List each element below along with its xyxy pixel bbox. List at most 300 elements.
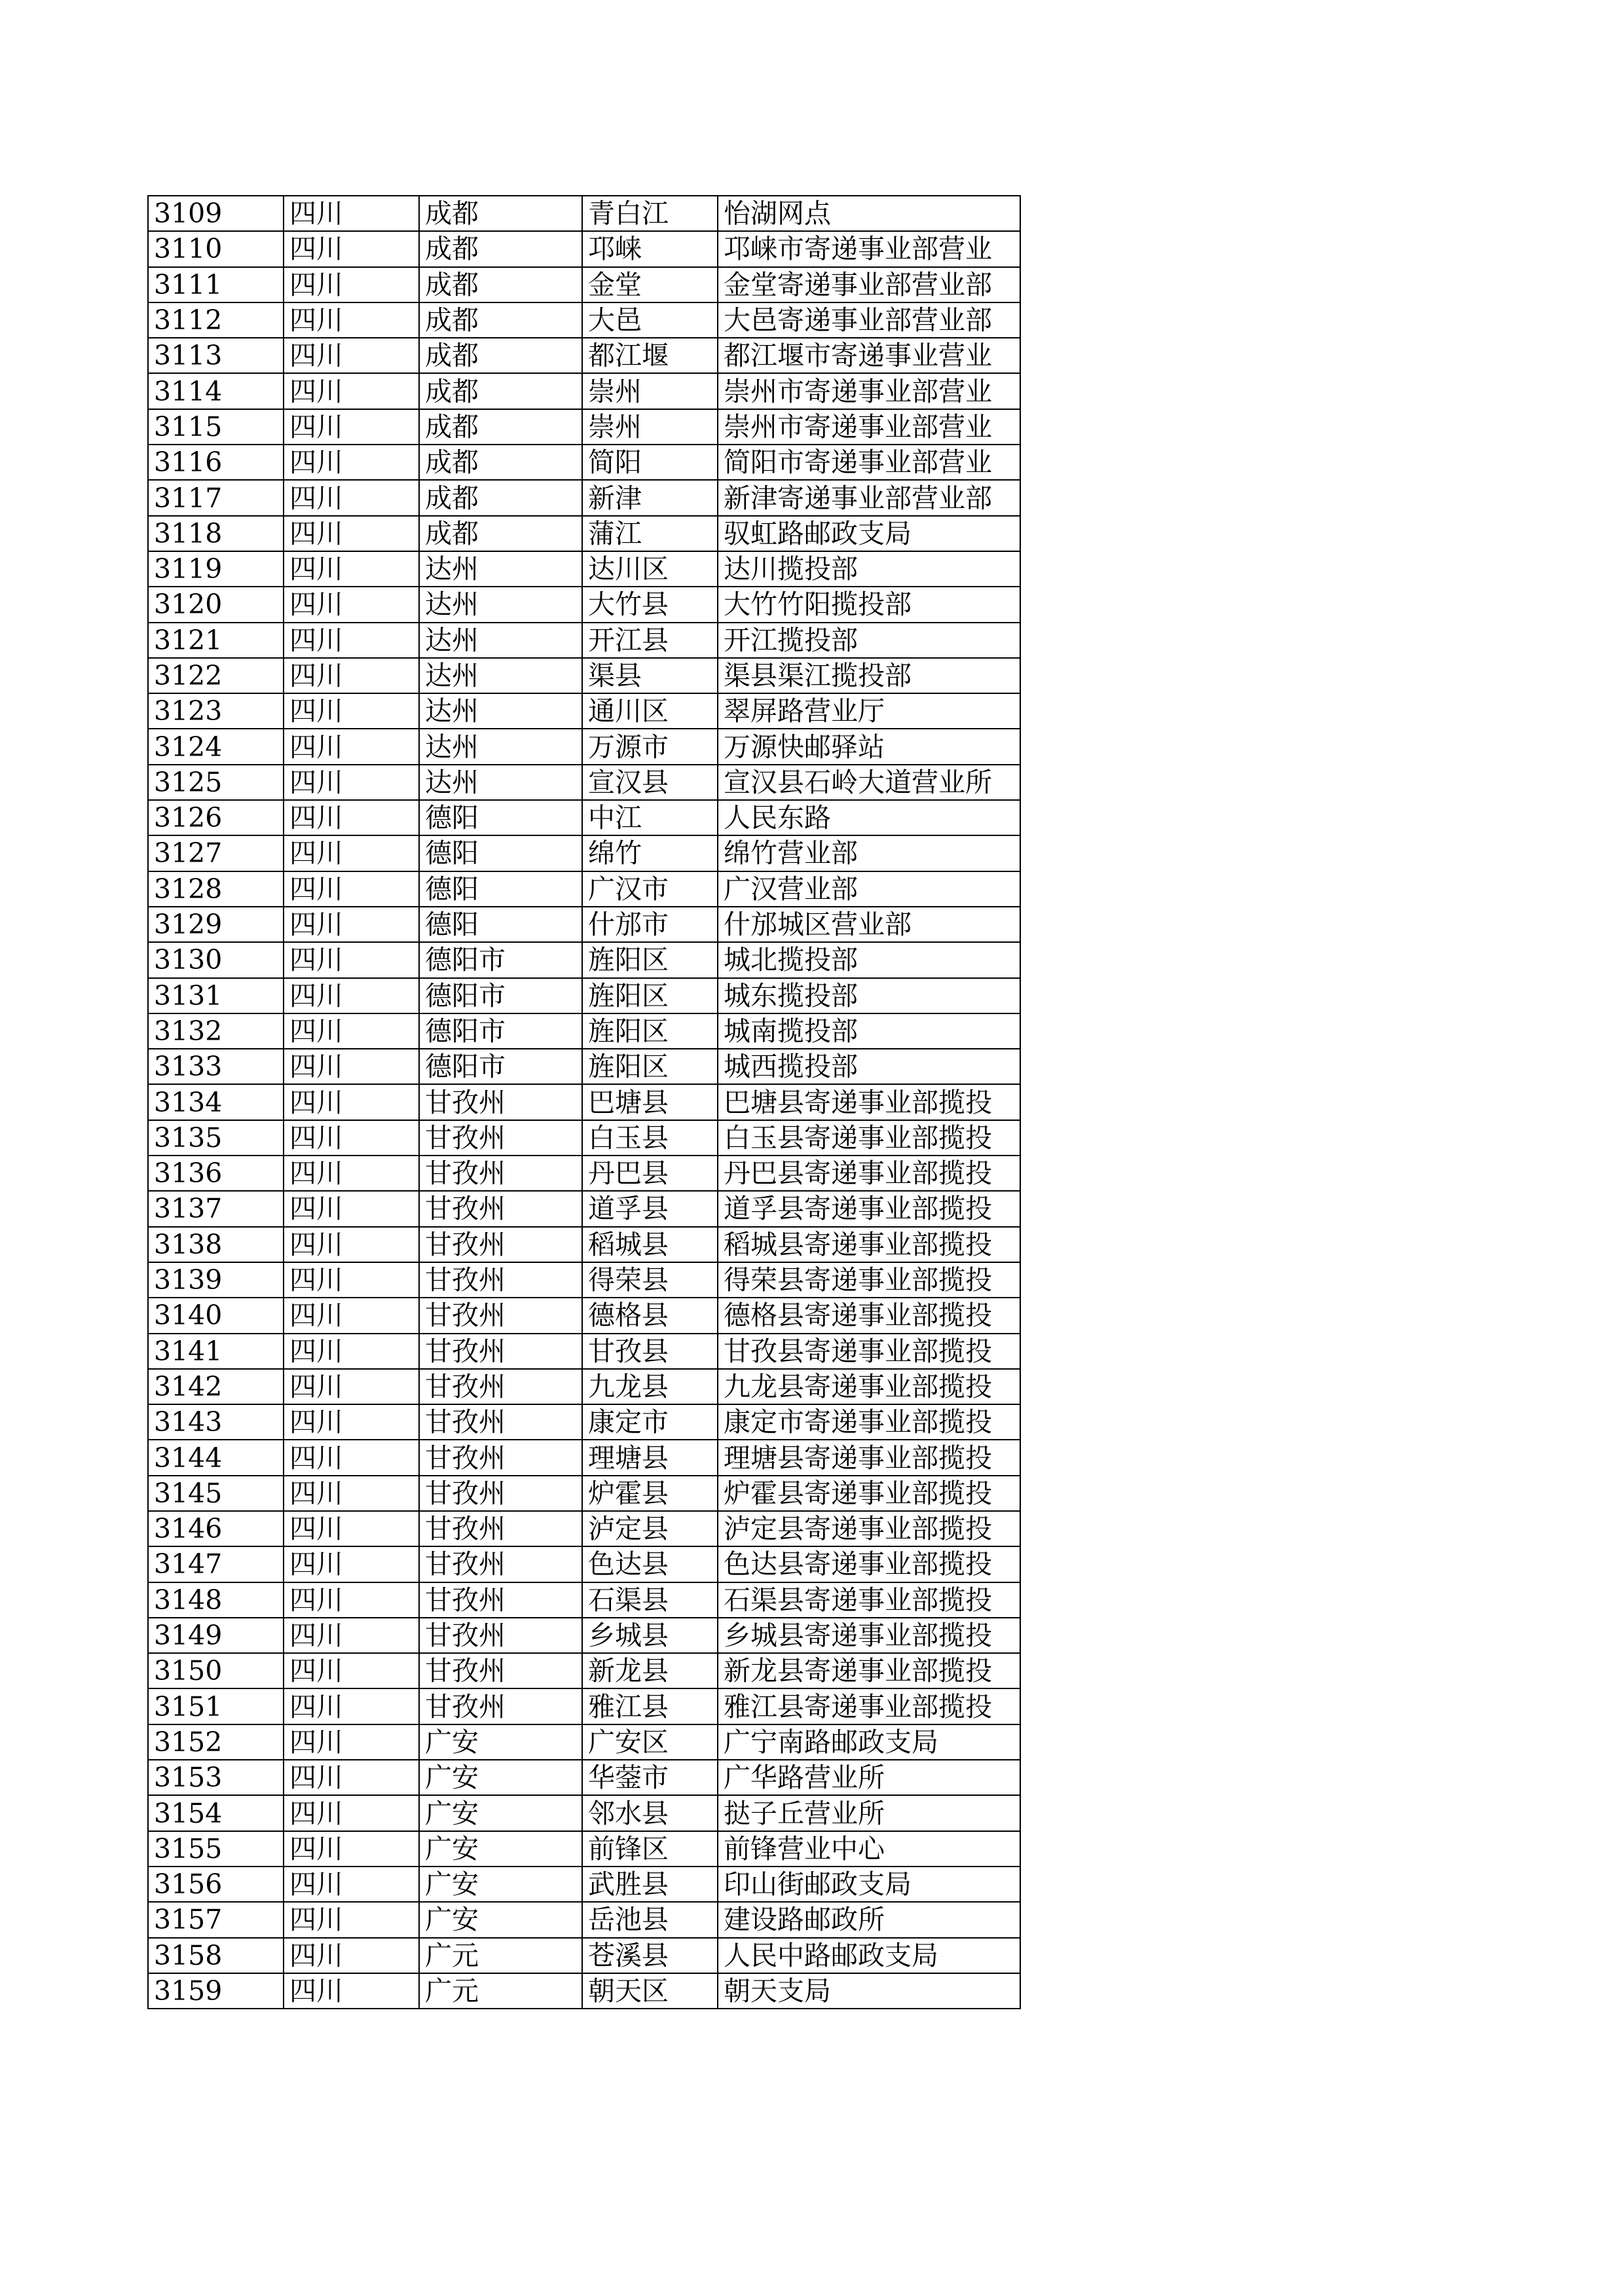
- branch-name-cell: 城西揽投部: [718, 1049, 1020, 1084]
- branch-name-cell: 石渠县寄递事业部揽投: [718, 1582, 1020, 1618]
- province-cell: 四川: [284, 338, 419, 373]
- city-cell: 广安: [419, 1867, 582, 1902]
- row-number-cell: 3115: [148, 409, 284, 445]
- province-cell: 四川: [284, 1404, 419, 1440]
- province-cell: 四川: [284, 373, 419, 409]
- row-number-cell: 3116: [148, 445, 284, 480]
- province-cell: 四川: [284, 1013, 419, 1049]
- city-cell: 甘孜州: [419, 1227, 582, 1262]
- province-cell: 四川: [284, 1049, 419, 1084]
- province-cell: 四川: [284, 480, 419, 515]
- row-number-cell: 3137: [148, 1191, 284, 1226]
- county-cell: 华蓥市: [582, 1760, 718, 1795]
- county-cell: 都江堰: [582, 338, 718, 373]
- branch-name-cell: 宣汉县石岭大道营业所: [718, 765, 1020, 800]
- city-cell: 德阳市: [419, 1013, 582, 1049]
- row-number-cell: 3142: [148, 1369, 284, 1404]
- row-number-cell: 3123: [148, 693, 284, 729]
- city-cell: 成都: [419, 267, 582, 302]
- row-number-cell: 3143: [148, 1404, 284, 1440]
- branch-name-cell: 炉霍县寄递事业部揽投: [718, 1476, 1020, 1511]
- table-row: [148, 1476, 1020, 1511]
- county-cell: 万源市: [582, 729, 718, 764]
- branch-name-cell: 九龙县寄递事业部揽投: [718, 1369, 1020, 1404]
- city-cell: 甘孜州: [419, 1404, 582, 1440]
- county-cell: 崇州: [582, 373, 718, 409]
- row-number-cell: 3141: [148, 1334, 284, 1369]
- table-row: [148, 1013, 1020, 1049]
- table-row: [148, 1582, 1020, 1618]
- city-cell: 甘孜州: [419, 1582, 582, 1618]
- city-cell: 广安: [419, 1831, 582, 1867]
- table-row: [148, 658, 1020, 693]
- branch-name-cell: 前锋营业中心: [718, 1831, 1020, 1867]
- city-cell: 成都: [419, 409, 582, 445]
- city-cell: 广安: [419, 1795, 582, 1831]
- county-cell: 甘孜县: [582, 1334, 718, 1369]
- county-cell: 蒲江: [582, 516, 718, 551]
- province-cell: 四川: [284, 765, 419, 800]
- row-number-cell: 3150: [148, 1653, 284, 1688]
- table-row: [148, 1902, 1020, 1937]
- row-number-cell: 3151: [148, 1688, 284, 1724]
- county-cell: 中江: [582, 800, 718, 835]
- city-cell: 德阳: [419, 800, 582, 835]
- table-row: [148, 729, 1020, 764]
- row-number-cell: 3145: [148, 1476, 284, 1511]
- province-cell: 四川: [284, 907, 419, 942]
- row-number-cell: 3119: [148, 551, 284, 587]
- city-cell: 甘孜州: [419, 1156, 582, 1191]
- province-cell: 四川: [284, 1120, 419, 1156]
- county-cell: 旌阳区: [582, 1013, 718, 1049]
- table-row: [148, 623, 1020, 658]
- table-row: [148, 1867, 1020, 1902]
- province-cell: 四川: [284, 1724, 419, 1760]
- branch-name-cell: 德格县寄递事业部揽投: [718, 1298, 1020, 1333]
- branch-name-cell: 得荣县寄递事业部揽投: [718, 1262, 1020, 1298]
- table-row: [148, 1262, 1020, 1298]
- county-cell: 新龙县: [582, 1653, 718, 1688]
- table-row: [148, 1618, 1020, 1653]
- table-row: [148, 1973, 1020, 2009]
- branch-name-cell: 朝天支局: [718, 1973, 1020, 2009]
- city-cell: 德阳: [419, 871, 582, 907]
- city-cell: 甘孜州: [419, 1653, 582, 1688]
- city-cell: 成都: [419, 445, 582, 480]
- province-cell: 四川: [284, 1867, 419, 1902]
- city-cell: 广安: [419, 1902, 582, 1937]
- branch-name-cell: 建设路邮政所: [718, 1902, 1020, 1937]
- county-cell: 泸定县: [582, 1511, 718, 1546]
- city-cell: 德阳: [419, 907, 582, 942]
- table-row: [148, 1334, 1020, 1369]
- row-number-cell: 3118: [148, 516, 284, 551]
- province-cell: 四川: [284, 267, 419, 302]
- row-number-cell: 3138: [148, 1227, 284, 1262]
- table-row: [148, 1404, 1020, 1440]
- province-cell: 四川: [284, 587, 419, 622]
- branch-name-cell: 大竹竹阳揽投部: [718, 587, 1020, 622]
- county-cell: 德格县: [582, 1298, 718, 1333]
- table-row: [148, 1191, 1020, 1226]
- county-cell: 得荣县: [582, 1262, 718, 1298]
- outlet-table: [147, 195, 1021, 2009]
- row-number-cell: 3156: [148, 1867, 284, 1902]
- branch-name-cell: 达川揽投部: [718, 551, 1020, 587]
- county-cell: 乡城县: [582, 1618, 718, 1653]
- province-cell: 四川: [284, 693, 419, 729]
- city-cell: 德阳市: [419, 978, 582, 1013]
- branch-name-cell: 渠县渠江揽投部: [718, 658, 1020, 693]
- row-number-cell: 3128: [148, 871, 284, 907]
- province-cell: 四川: [284, 1546, 419, 1582]
- table-row: [148, 445, 1020, 480]
- table-row: [148, 1688, 1020, 1724]
- table-row: [148, 1546, 1020, 1582]
- province-cell: 四川: [284, 978, 419, 1013]
- province-cell: 四川: [284, 658, 419, 693]
- county-cell: 简阳: [582, 445, 718, 480]
- county-cell: 金堂: [582, 267, 718, 302]
- province-cell: 四川: [284, 1760, 419, 1795]
- row-number-cell: 3140: [148, 1298, 284, 1333]
- city-cell: 德阳市: [419, 942, 582, 977]
- city-cell: 甘孜州: [419, 1334, 582, 1369]
- row-number-cell: 3144: [148, 1440, 284, 1475]
- county-cell: 石渠县: [582, 1582, 718, 1618]
- county-cell: 新津: [582, 480, 718, 515]
- branch-name-cell: 城南揽投部: [718, 1013, 1020, 1049]
- row-number-cell: 3153: [148, 1760, 284, 1795]
- branch-name-cell: 人民东路: [718, 800, 1020, 835]
- row-number-cell: 3133: [148, 1049, 284, 1084]
- table-row: [148, 480, 1020, 515]
- table-row: [148, 1298, 1020, 1333]
- city-cell: 达州: [419, 623, 582, 658]
- row-number-cell: 3111: [148, 267, 284, 302]
- row-number-cell: 3112: [148, 302, 284, 338]
- province-cell: 四川: [284, 729, 419, 764]
- table-row: [148, 1227, 1020, 1262]
- city-cell: 甘孜州: [419, 1298, 582, 1333]
- table-row: [148, 907, 1020, 942]
- row-number-cell: 3114: [148, 373, 284, 409]
- county-cell: 旌阳区: [582, 942, 718, 977]
- table-row: [148, 409, 1020, 445]
- row-number-cell: 3136: [148, 1156, 284, 1191]
- city-cell: 甘孜州: [419, 1688, 582, 1724]
- row-number-cell: 3109: [148, 196, 284, 231]
- county-cell: 邻水县: [582, 1795, 718, 1831]
- table-row: [148, 1120, 1020, 1156]
- county-cell: 康定市: [582, 1404, 718, 1440]
- county-cell: 大邑: [582, 302, 718, 338]
- county-cell: 理塘县: [582, 1440, 718, 1475]
- table-row: [148, 1156, 1020, 1191]
- city-cell: 甘孜州: [419, 1511, 582, 1546]
- table-row: [148, 1831, 1020, 1867]
- table-row: [148, 587, 1020, 622]
- city-cell: 甘孜州: [419, 1618, 582, 1653]
- row-number-cell: 3110: [148, 231, 284, 266]
- table-row: [148, 1049, 1020, 1084]
- county-cell: 稻城县: [582, 1227, 718, 1262]
- city-cell: 达州: [419, 729, 582, 764]
- branch-name-cell: 丹巴县寄递事业部揽投: [718, 1156, 1020, 1191]
- city-cell: 甘孜州: [419, 1120, 582, 1156]
- row-number-cell: 3159: [148, 1973, 284, 2009]
- table-row: [148, 800, 1020, 835]
- table-row: [148, 338, 1020, 373]
- province-cell: 四川: [284, 1973, 419, 2009]
- city-cell: 广元: [419, 1973, 582, 2009]
- branch-name-cell: 驭虹路邮政支局: [718, 516, 1020, 551]
- branch-name-cell: 开江揽投部: [718, 623, 1020, 658]
- table-row: [148, 765, 1020, 800]
- row-number-cell: 3147: [148, 1546, 284, 1582]
- row-number-cell: 3139: [148, 1262, 284, 1298]
- row-number-cell: 3121: [148, 623, 284, 658]
- table-row: [148, 267, 1020, 302]
- table-row: [148, 1440, 1020, 1475]
- province-cell: 四川: [284, 1902, 419, 1937]
- table-row: [148, 1084, 1020, 1120]
- province-cell: 四川: [284, 1938, 419, 1973]
- row-number-cell: 3152: [148, 1724, 284, 1760]
- province-cell: 四川: [284, 1511, 419, 1546]
- branch-name-cell: 邛崃市寄递事业部营业: [718, 231, 1020, 266]
- branch-name-cell: 金堂寄递事业部营业部: [718, 267, 1020, 302]
- province-cell: 四川: [284, 1262, 419, 1298]
- city-cell: 成都: [419, 516, 582, 551]
- row-number-cell: 3122: [148, 658, 284, 693]
- city-cell: 广安: [419, 1724, 582, 1760]
- branch-name-cell: 大邑寄递事业部营业部: [718, 302, 1020, 338]
- table-row: [148, 942, 1020, 977]
- table-row: [148, 871, 1020, 907]
- province-cell: 四川: [284, 942, 419, 977]
- county-cell: 广安区: [582, 1724, 718, 1760]
- branch-name-cell: 新龙县寄递事业部揽投: [718, 1653, 1020, 1688]
- province-cell: 四川: [284, 196, 419, 231]
- row-number-cell: 3117: [148, 480, 284, 515]
- row-number-cell: 3125: [148, 765, 284, 800]
- province-cell: 四川: [284, 1191, 419, 1226]
- row-number-cell: 3126: [148, 800, 284, 835]
- county-cell: 大竹县: [582, 587, 718, 622]
- county-cell: 邛崃: [582, 231, 718, 266]
- province-cell: 四川: [284, 1334, 419, 1369]
- county-cell: 渠县: [582, 658, 718, 693]
- county-cell: 绵竹: [582, 835, 718, 871]
- row-number-cell: 3157: [148, 1902, 284, 1937]
- branch-name-cell: 泸定县寄递事业部揽投: [718, 1511, 1020, 1546]
- county-cell: 旌阳区: [582, 1049, 718, 1084]
- county-cell: 崇州: [582, 409, 718, 445]
- county-cell: 苍溪县: [582, 1938, 718, 1973]
- row-number-cell: 3134: [148, 1084, 284, 1120]
- county-cell: 前锋区: [582, 1831, 718, 1867]
- county-cell: 巴塘县: [582, 1084, 718, 1120]
- table-row: [148, 231, 1020, 266]
- table-row: [148, 1795, 1020, 1831]
- county-cell: 旌阳区: [582, 978, 718, 1013]
- province-cell: 四川: [284, 409, 419, 445]
- table-row: [148, 1760, 1020, 1795]
- row-number-cell: 3135: [148, 1120, 284, 1156]
- city-cell: 达州: [419, 587, 582, 622]
- province-cell: 四川: [284, 1156, 419, 1191]
- county-cell: 炉霍县: [582, 1476, 718, 1511]
- city-cell: 成都: [419, 480, 582, 515]
- county-cell: 开江县: [582, 623, 718, 658]
- province-cell: 四川: [284, 231, 419, 266]
- table-row: [148, 1653, 1020, 1688]
- branch-name-cell: 城东揽投部: [718, 978, 1020, 1013]
- row-number-cell: 3155: [148, 1831, 284, 1867]
- province-cell: 四川: [284, 800, 419, 835]
- county-cell: 丹巴县: [582, 1156, 718, 1191]
- city-cell: 达州: [419, 658, 582, 693]
- province-cell: 四川: [284, 516, 419, 551]
- row-number-cell: 3131: [148, 978, 284, 1013]
- row-number-cell: 3129: [148, 907, 284, 942]
- branch-name-cell: 广汉营业部: [718, 871, 1020, 907]
- branch-name-cell: 怡湖网点: [718, 196, 1020, 231]
- branch-name-cell: 翠屏路营业厅: [718, 693, 1020, 729]
- county-cell: 白玉县: [582, 1120, 718, 1156]
- branch-name-cell: 稻城县寄递事业部揽投: [718, 1227, 1020, 1262]
- branch-name-cell: 崇州市寄递事业部营业: [718, 409, 1020, 445]
- city-cell: 甘孜州: [419, 1262, 582, 1298]
- city-cell: 成都: [419, 338, 582, 373]
- table-row: [148, 516, 1020, 551]
- province-cell: 四川: [284, 1476, 419, 1511]
- city-cell: 甘孜州: [419, 1546, 582, 1582]
- branch-name-cell: 印山街邮政支局: [718, 1867, 1020, 1902]
- table-row: [148, 196, 1020, 231]
- county-cell: 雅江县: [582, 1688, 718, 1724]
- row-number-cell: 3148: [148, 1582, 284, 1618]
- county-cell: 宣汉县: [582, 765, 718, 800]
- branch-name-cell: 广宁南路邮政支局: [718, 1724, 1020, 1760]
- row-number-cell: 3146: [148, 1511, 284, 1546]
- county-cell: 青白江: [582, 196, 718, 231]
- city-cell: 达州: [419, 765, 582, 800]
- province-cell: 四川: [284, 1084, 419, 1120]
- city-cell: 成都: [419, 196, 582, 231]
- row-number-cell: 3130: [148, 942, 284, 977]
- province-cell: 四川: [284, 1369, 419, 1404]
- county-cell: 色达县: [582, 1546, 718, 1582]
- province-cell: 四川: [284, 1582, 419, 1618]
- row-number-cell: 3127: [148, 835, 284, 871]
- county-cell: 通川区: [582, 693, 718, 729]
- city-cell: 甘孜州: [419, 1369, 582, 1404]
- province-cell: 四川: [284, 1795, 419, 1831]
- province-cell: 四川: [284, 1227, 419, 1262]
- table-row: [148, 1724, 1020, 1760]
- row-number-cell: 3132: [148, 1013, 284, 1049]
- province-cell: 四川: [284, 871, 419, 907]
- branch-name-cell: 色达县寄递事业部揽投: [718, 1546, 1020, 1582]
- province-cell: 四川: [284, 1653, 419, 1688]
- table-row: [148, 1938, 1020, 1973]
- county-cell: 九龙县: [582, 1369, 718, 1404]
- city-cell: 广元: [419, 1938, 582, 1973]
- outlet-table-body: [148, 196, 1020, 2009]
- county-cell: 朝天区: [582, 1973, 718, 2009]
- branch-name-cell: 理塘县寄递事业部揽投: [718, 1440, 1020, 1475]
- table-row: [148, 1369, 1020, 1404]
- branch-name-cell: 巴塘县寄递事业部揽投: [718, 1084, 1020, 1120]
- county-cell: 达川区: [582, 551, 718, 587]
- table-row: [148, 693, 1020, 729]
- branch-name-cell: 白玉县寄递事业部揽投: [718, 1120, 1020, 1156]
- row-number-cell: 3124: [148, 729, 284, 764]
- table-row: [148, 978, 1020, 1013]
- branch-name-cell: 康定市寄递事业部揽投: [718, 1404, 1020, 1440]
- branch-name-cell: 城北揽投部: [718, 942, 1020, 977]
- city-cell: 德阳市: [419, 1049, 582, 1084]
- city-cell: 成都: [419, 302, 582, 338]
- row-number-cell: 3149: [148, 1618, 284, 1653]
- county-cell: 武胜县: [582, 1867, 718, 1902]
- table-row: [148, 302, 1020, 338]
- branch-name-cell: 绵竹营业部: [718, 835, 1020, 871]
- branch-name-cell: 雅江县寄递事业部揽投: [718, 1688, 1020, 1724]
- table-row: [148, 551, 1020, 587]
- branch-name-cell: 乡城县寄递事业部揽投: [718, 1618, 1020, 1653]
- city-cell: 达州: [419, 551, 582, 587]
- city-cell: 成都: [419, 373, 582, 409]
- table-row: [148, 373, 1020, 409]
- province-cell: 四川: [284, 1831, 419, 1867]
- branch-name-cell: 崇州市寄递事业部营业: [718, 373, 1020, 409]
- city-cell: 甘孜州: [419, 1084, 582, 1120]
- province-cell: 四川: [284, 835, 419, 871]
- row-number-cell: 3154: [148, 1795, 284, 1831]
- branch-name-cell: 人民中路邮政支局: [718, 1938, 1020, 1973]
- city-cell: 甘孜州: [419, 1440, 582, 1475]
- city-cell: 甘孜州: [419, 1476, 582, 1511]
- province-cell: 四川: [284, 1440, 419, 1475]
- branch-name-cell: 都江堰市寄递事业营业: [718, 338, 1020, 373]
- branch-name-cell: 简阳市寄递事业部营业: [718, 445, 1020, 480]
- branch-name-cell: 甘孜县寄递事业部揽投: [718, 1334, 1020, 1369]
- province-cell: 四川: [284, 445, 419, 480]
- province-cell: 四川: [284, 1688, 419, 1724]
- county-cell: 道孚县: [582, 1191, 718, 1226]
- city-cell: 成都: [419, 231, 582, 266]
- city-cell: 广安: [419, 1760, 582, 1795]
- county-cell: 什邡市: [582, 907, 718, 942]
- row-number-cell: 3120: [148, 587, 284, 622]
- county-cell: 岳池县: [582, 1902, 718, 1937]
- branch-name-cell: 挞子丘营业所: [718, 1795, 1020, 1831]
- branch-name-cell: 万源快邮驿站: [718, 729, 1020, 764]
- city-cell: 甘孜州: [419, 1191, 582, 1226]
- row-number-cell: 3158: [148, 1938, 284, 1973]
- province-cell: 四川: [284, 1298, 419, 1333]
- province-cell: 四川: [284, 1618, 419, 1653]
- branch-name-cell: 广华路营业所: [718, 1760, 1020, 1795]
- city-cell: 德阳: [419, 835, 582, 871]
- row-number-cell: 3113: [148, 338, 284, 373]
- city-cell: 达州: [419, 693, 582, 729]
- branch-name-cell: 新津寄递事业部营业部: [718, 480, 1020, 515]
